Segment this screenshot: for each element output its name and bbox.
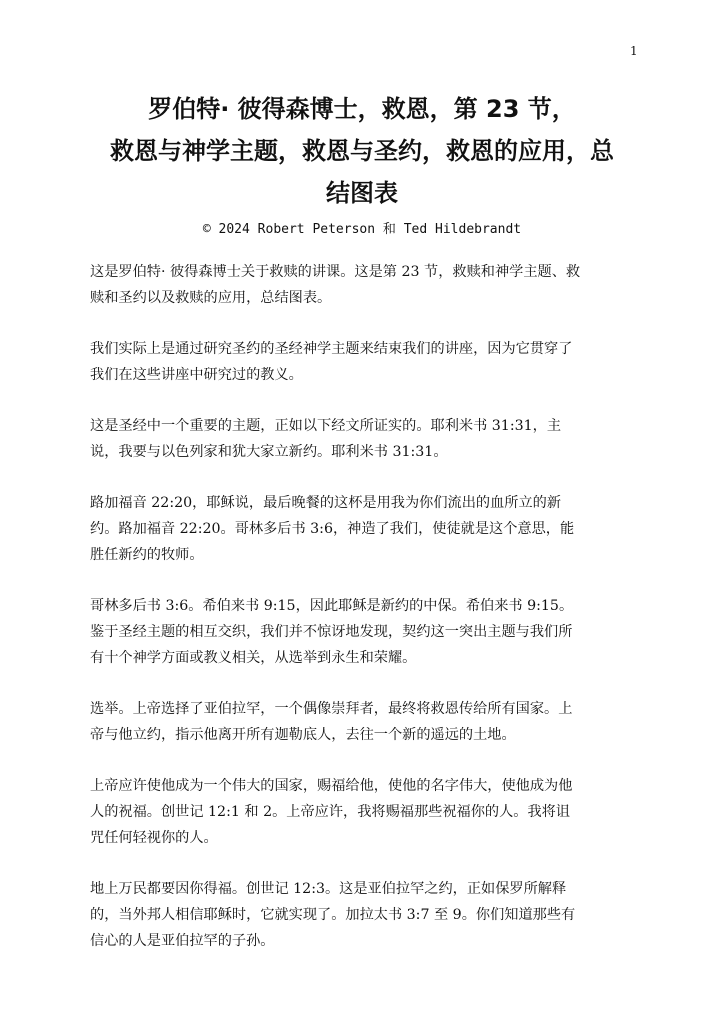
text-line: 上帝应许使他成为一个伟大的国家，赐福给他，使他的名字伟大，使他成为他 bbox=[90, 778, 573, 794]
text-line: 约。路加福音 22:20。哥林多后书 3:6，神造了我们，使徒就是这个意思，能 bbox=[90, 521, 575, 537]
text-line: 赎和圣约以及救赎的应用，总结图表。 bbox=[90, 290, 332, 306]
text-line: 咒任何轻视你的人。 bbox=[90, 830, 218, 846]
paragraph bbox=[90, 490, 635, 568]
paragraph bbox=[90, 413, 635, 465]
paragraph bbox=[90, 336, 635, 388]
document-title bbox=[70, 88, 654, 214]
text-line: 鉴于圣经主题的相互交织，我们并不惊讶地发现，契约这一突出主题与我们所 bbox=[90, 624, 573, 640]
text-line: 我们在这些讲座中研究过的教义。 bbox=[90, 367, 303, 383]
text-line: 我们实际上是通过研究圣约的圣经神学主题来结束我们的讲座，因为它贯穿了 bbox=[90, 341, 573, 357]
title-line: 结图表 bbox=[326, 179, 398, 207]
text-line: 哥林多后书 3:6。希伯来书 9:15，因此耶稣是新约的中保。希伯来书 9:15。 bbox=[90, 598, 574, 614]
paragraph bbox=[90, 593, 635, 671]
text-line: 说，我要与以色列家和犹大家立新约。耶利米书 31:31。 bbox=[90, 444, 448, 460]
text-line: 胜任新约的牧师。 bbox=[90, 547, 204, 563]
body-text bbox=[90, 259, 635, 979]
text-line: 的，当外邦人相信耶稣时，它就实现了。加拉太书 3:7 至 9。你们知道那些有 bbox=[90, 907, 576, 923]
text-line: 地上万民都要因你得福。创世记 12:3。这是亚伯拉罕之约，正如保罗所解释 bbox=[90, 881, 567, 897]
text-line: 路加福音 22:20，耶稣说，最后晚餐的这杯是用我为你们流出的血所立的新 bbox=[90, 495, 562, 511]
text-line: 选举。上帝选择了亚伯拉罕，一个偶像崇拜者，最终将救恩传给所有国家。上 bbox=[90, 701, 573, 717]
text-line: 有十个神学方面或教义相关，从选举到永生和荣耀。 bbox=[90, 650, 417, 666]
text-line: 人的祝福。创世记 12:1 和 2。上帝应许，我将赐福那些祝福你的人。我将诅 bbox=[90, 804, 571, 820]
text-line: 这是圣经中一个重要的主题，正如以下经文所证实的。耶利米书 31:31，主 bbox=[90, 418, 562, 434]
title-line: 罗伯特· 彼得森博士，救恩，第 23 节， bbox=[148, 95, 576, 123]
text-line: 这是罗伯特· 彼得森博士关于救赎的讲课。这是第 23 节，救赎和神学主题、救 bbox=[90, 264, 581, 280]
text-line: 信心的人是亚伯拉罕的子孙。 bbox=[90, 933, 275, 949]
copyright-notice: © 2024 Robert Peterson 和 Ted Hildebrandt bbox=[202, 222, 522, 237]
paragraph bbox=[90, 773, 635, 851]
paragraph bbox=[90, 259, 635, 311]
page-number: 1 bbox=[630, 44, 638, 58]
paragraph bbox=[90, 696, 635, 748]
paragraph bbox=[90, 876, 635, 954]
title-line: 救恩与神学主题，救恩与圣约，救恩的应用，总 bbox=[110, 137, 614, 165]
text-line: 帝与他立约，指示他离开所有迦勒底人，去往一个新的遥远的土地。 bbox=[90, 727, 516, 743]
